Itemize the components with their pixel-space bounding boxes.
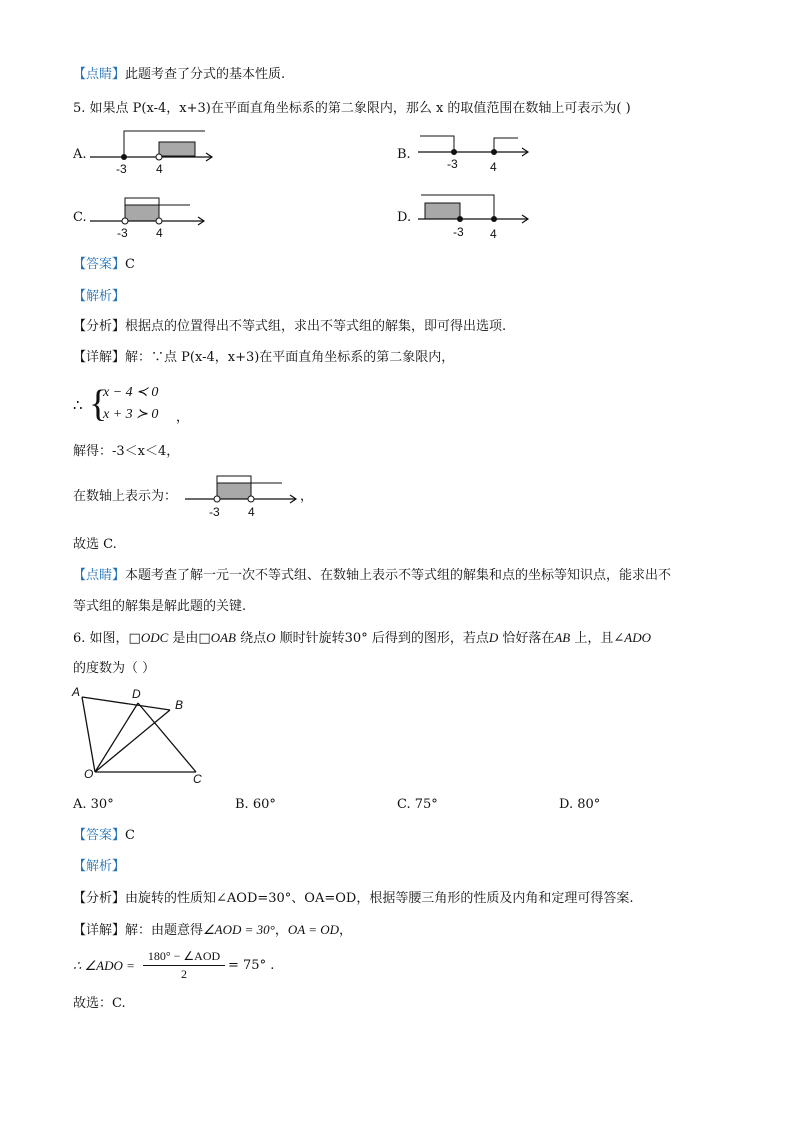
numline-suffix: ， — [300, 489, 314, 504]
inequality-2: x + 3 ≻ 0 — [103, 407, 159, 422]
q5-c-right-tick: 4 — [156, 226, 163, 240]
q6-o: O — [266, 630, 276, 645]
detail-eq2: OA = OD — [287, 922, 340, 937]
q6-d: D — [488, 630, 499, 645]
analysis-tag: 【解析】 — [73, 859, 126, 874]
q6-answer-line — [73, 827, 135, 845]
answer-value: C — [125, 257, 135, 272]
fenxi-text: 根据点的位置得出不等式组，求出不等式组的解集，即可得出选项. — [125, 319, 507, 334]
therefore-symbol: ∴ — [73, 396, 83, 414]
inequality-1: x − 4 ≺ 0 — [103, 385, 159, 400]
q5-review-line2: 等式组的解集是解此题的关键. — [73, 599, 247, 614]
fenxi-tag: 【分析】 — [73, 319, 126, 334]
detail-tag: 【详解】 — [73, 923, 126, 938]
q5-option-d-label: D. — [397, 210, 412, 225]
q6-ab: AB — [554, 630, 571, 645]
answer-tag: 【答案】 — [73, 257, 126, 272]
detail-eq1: ∠AOD = 30° — [203, 922, 275, 937]
q6-stem-line2: 的度数为（ ） — [73, 661, 156, 676]
q5-option-a-label: A. — [73, 147, 87, 162]
detail-tag: 【详解】 — [73, 350, 126, 365]
q6-mid1: 是由□ — [168, 631, 211, 646]
label-c: C — [193, 772, 202, 786]
label-o: O — [84, 767, 94, 781]
q6-oab: OAB — [210, 630, 236, 645]
fenxi-tag: 【分析】 — [73, 891, 126, 906]
q5-choose: 故选 C. — [73, 537, 117, 552]
q5-b-right-tick: 4 — [490, 160, 497, 174]
numline-left-tick: -3 — [209, 505, 220, 519]
q6-odc: ODC — [140, 630, 169, 645]
detail-sep: ， — [274, 923, 288, 938]
q6-choose: 故选：C. — [73, 996, 126, 1011]
detail-text: 解：∵点 P(x-4，x+3)在平面直角坐标系的第二象限内， — [125, 350, 455, 365]
detail-prefix: 解：由题意得 — [125, 923, 204, 938]
q6-option-b: B. 60° — [235, 797, 276, 812]
q5-c-left-tick: -3 — [117, 226, 128, 240]
inequality-comma: ， — [176, 410, 190, 425]
q6-mid5: 上，且∠ — [570, 631, 625, 646]
q5-option-b-label: B. — [397, 147, 411, 162]
fraction-numerator: 180° − ∠AOD — [143, 949, 225, 966]
answer-value: C — [125, 828, 135, 843]
q6-mid4: 恰好落在 — [498, 631, 555, 646]
left-brace: { — [89, 383, 108, 425]
review-text: 此题考查了分式的基本性质. — [125, 67, 286, 82]
q6-option-d: D. 80° — [559, 797, 601, 812]
q5-a-right-tick: 4 — [156, 162, 163, 176]
q6-ado: ADO — [624, 630, 651, 645]
q6-stem-prefix: 6. 如图，□ — [73, 631, 141, 646]
q6-fraction-rhs: = 75° . — [228, 958, 275, 973]
label-a: A — [72, 685, 81, 699]
q5-d-left-tick: -3 — [453, 225, 464, 239]
numline-right-tick: 4 — [248, 505, 255, 519]
answer-tag: 【答案】 — [73, 828, 126, 843]
q6-therefore-lhs: ∴ ∠ADO = — [73, 958, 135, 973]
q6-mid2: 绕点 — [235, 631, 267, 646]
q6-option-c: C. 75° — [397, 797, 438, 812]
numline-prefix: 在数轴上表示为： — [73, 489, 178, 504]
fenxi-text: 由旋转的性质知∠AOD=30°、OA=OD，根据等腰三角形的性质及内角和定理可得答案. — [125, 891, 634, 906]
fraction-denominator: 2 — [181, 967, 187, 981]
q5-solve-line: 解得：-3＜x＜4， — [73, 444, 180, 459]
q6-fenxi-line — [73, 890, 633, 908]
q5-option-c-label: C. — [73, 210, 87, 225]
analysis-tag: 【解析】 — [73, 289, 126, 304]
q6-fraction — [143, 949, 225, 983]
label-d: D — [132, 687, 141, 701]
q6-option-a: A. 30° — [73, 797, 114, 812]
label-b: B — [175, 698, 184, 712]
detail-end: ， — [339, 923, 353, 938]
q6-mid3: 顺时针旋转30° 后得到的图形，若点 — [275, 631, 489, 646]
review-tag: 【点睛】 — [73, 67, 126, 82]
review-tag: 【点睛】 — [73, 568, 126, 583]
q5-b-left-tick: -3 — [447, 157, 458, 171]
q5-a-left-tick: -3 — [116, 162, 127, 176]
q5-stem: 5. 如果点 P(x-4，x+3)在平面直角坐标系的第二象限内，那么 x 的取值范围在数轴上可表示为( ) — [73, 101, 631, 116]
q6-analysis-tag — [73, 858, 125, 876]
review-text: 本题考查了解一元一次不等式组、在数轴上表示不等式组的解集和点的坐标等知识点，能求出不 — [125, 568, 672, 583]
q5-d-right-tick: 4 — [490, 227, 497, 241]
q6-detail-line — [73, 921, 352, 940]
